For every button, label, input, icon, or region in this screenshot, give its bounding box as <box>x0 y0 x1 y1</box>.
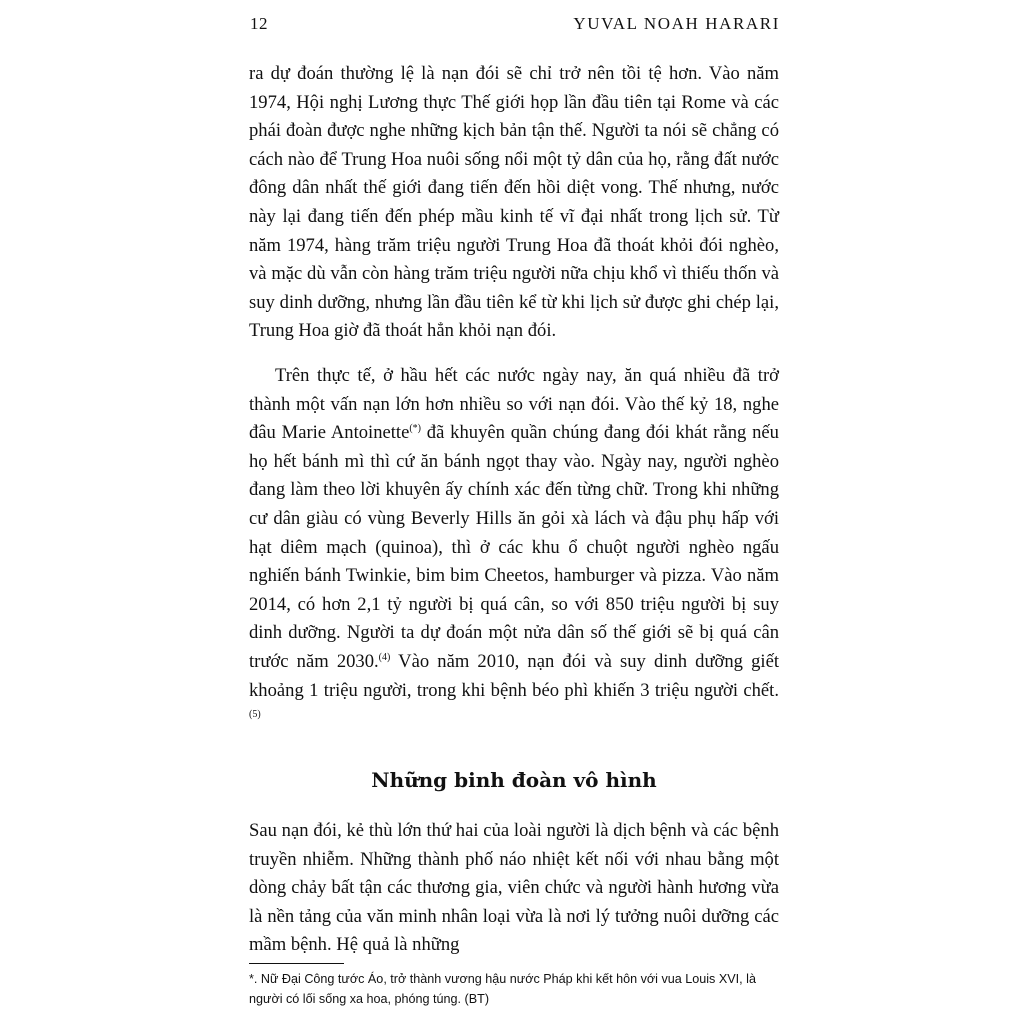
running-head-author: YUVAL NOAH HARARI <box>573 14 780 33</box>
body-paragraph-1: ra dự đoán thường lệ là nạn đói sẽ chỉ trở nên tồi tệ hơn. Vào năm 1974, Hội nghị Lương thực Thế giới họp lần đầu tiên tại Rome và các phái đoàn được nghe những kịch bản tận thế. Người ta nói sẽ chẳng có cách nào để Trung Hoa nuôi sống nổi một tỷ dân của họ, rằng đất nước đông dân nhất thế giới đang tiến đến hồi diệt vong. Thế nhưng, nước này lại đang tiến đến phép mầu kinh tế vĩ đại nhất trong lịch sử. Từ năm 1974, hàng trăm triệu người Trung Hoa đã thoát khỏi đói nghèo, và mặc dù vẫn còn hàng trăm triệu người nữa chịu khổ vì thiếu thốn và suy dinh dưỡng, nhưng lần đầu tiên kể từ khi lịch sử được ghi chép lại, Trung Hoa giờ đã thoát hẳn khỏi nạn đói. <box>249 63 779 342</box>
paragraph-2-text-c: Vào năm 2010, nạn đói và suy dinh dưỡng giết khoảng 1 triệu người, trong khi bệnh béo phì khiến 3 triệu người chết. <box>249 650 780 701</box>
footnote-marker-4: (4) <box>378 651 391 663</box>
paragraph-2-text-b: đã khuyên quần chúng đang đói khát rằng nếu họ hết bánh mì thì cứ ăn bánh ngọt thay vào. Ngày nay, người nghèo đang làm theo lời khuyên ấy chính xác đến từng chữ. Trong khi những cư dân giàu có vùng Beverly Hills ăn gỏi xà lách và đậu phụ hấp với hạt diêm mạch (quinoa), thì ở các khu ổ chuột người nghèo ngấu nghiến bánh Twinkie, bim bim Cheetos, hamburger và pizza. Vào năm 2014, có hơn 2,1 tỷ người bị quá cân, so với 850 triệu người bị suy dinh dưỡng. Người ta dự đoán một nửa dân số thế giới sẽ bị quá cân trước năm 2030. <box>249 422 779 672</box>
footnote-marker-5: (5) <box>249 709 261 721</box>
body-paragraph-3: Sau nạn đói, kẻ thù lớn thứ hai của loài người là dịch bệnh và các bệnh truyền nhiễm. Những thành phố náo nhiệt kết nối với nhau bằng một dòng chảy bất tận các thương gia, viên chức và người hành hương vừa là nền tảng của văn minh nhân loại vừa là nơi lý tưởng nuôi dưỡng các mầm bệnh. Hệ quả là những <box>249 820 779 956</box>
body-paragraph-2 <box>249 362 779 734</box>
page-number: 12 <box>250 14 268 33</box>
paragraph-2-text-a: Trên thực tế, ở hầu hết các nước ngày nay, ăn quá nhiều đã trở thành một vấn nạn lớn hơn nhiều so với nạn đói. Vào thế kỷ 18, nghe đâu Marie Antoinette <box>249 365 779 444</box>
footnote-divider <box>249 963 344 964</box>
section-heading: Những binh đoàn vô hình <box>371 768 657 792</box>
footnote: *. Nữ Đại Công tước Áo, trở thành vương hậu nước Pháp khi kết hôn với vua Louis XVI, là người có lối sống xa hoa, phóng túng. (BT) <box>249 972 756 1006</box>
footnote-marker-asterisk: (*) <box>409 423 421 435</box>
page-header <box>250 14 780 42</box>
